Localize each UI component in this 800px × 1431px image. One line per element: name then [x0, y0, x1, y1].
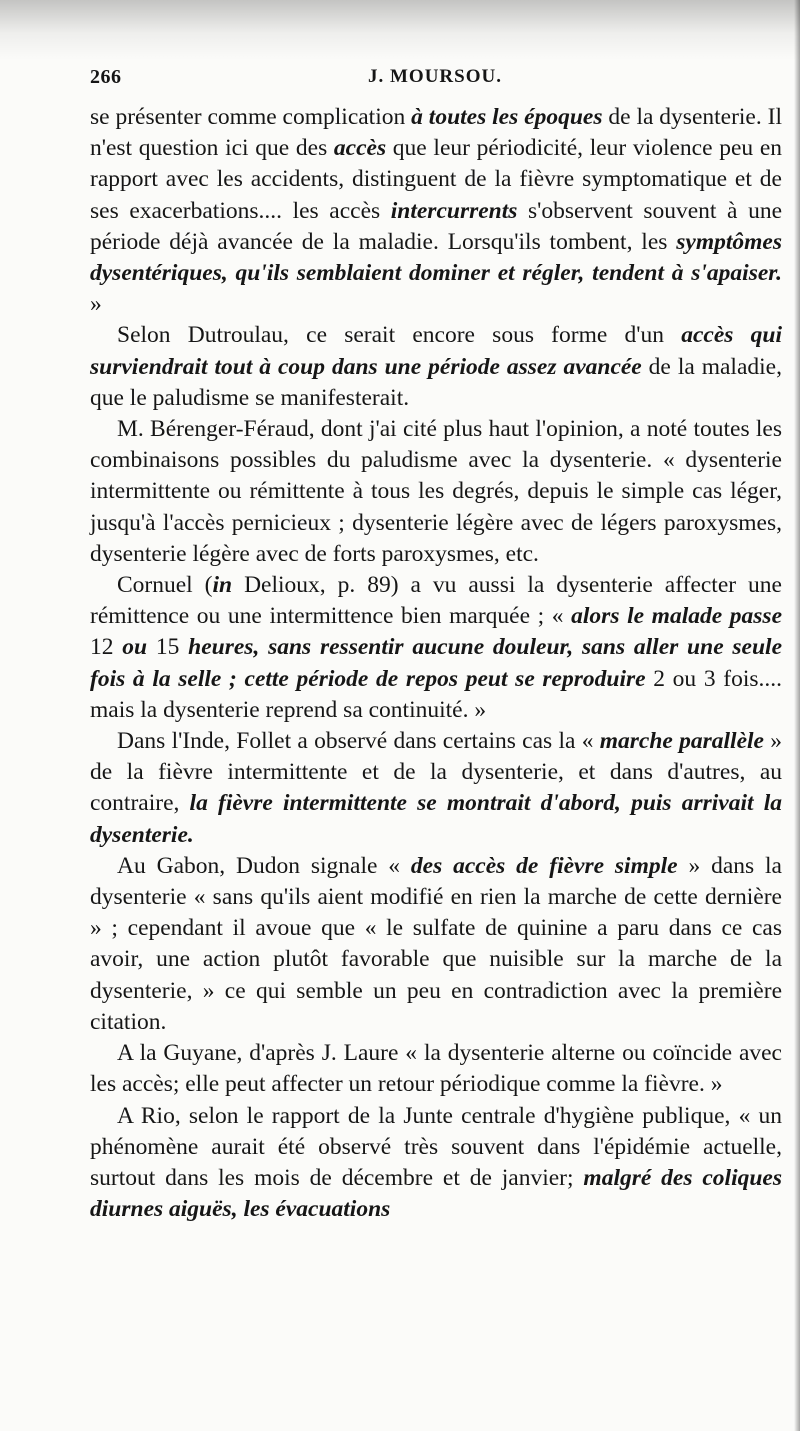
text-run: 2 ou 3 fois.... mais la dysenterie reprend sa continuité. »: [90, 665, 782, 723]
emphasized-text: alors le malade passe: [571, 603, 782, 630]
emphasized-text: heures, sans ressentir aucune douleur, sans aller une seule fois à la selle ; cette période de repos peut se reproduire: [90, 634, 782, 692]
paragraph: [90, 851, 782, 1038]
text-run: Cornuel (: [117, 572, 213, 599]
emphasized-text: symptômes dysentériques, qu'ils semblaient dominer et régler, tendent à s'apaiser.: [90, 228, 782, 287]
text-run: de la dysenterie. Il n'est question ici que des: [90, 104, 782, 162]
text-run: » de la fièvre intermittente et de la dysenterie, et dans d'autres, au contraire,: [90, 728, 783, 817]
text-run: se présenter comme complication: [90, 104, 412, 130]
paragraph: [90, 414, 782, 570]
text-run: 15: [155, 634, 180, 661]
body-text: [90, 102, 782, 1225]
text-run: Delioux, p. 89) a vu aussi la dysenterie affecter une rémittence ou une intermittence bien marquée ; «: [90, 572, 782, 630]
text-run: s'observent souvent à une période déjà avancée de la maladie. Lorsqu'ils tombent, les: [90, 197, 782, 255]
emphasized-text: accès qui surviendrait tout à coup dans une période assez avancée: [90, 322, 782, 380]
text-run: que leur périodicité, leur violence peu en rapport avec les accidents, distinguent de la fièvre symptomatique et de ses exacerbations.... les accès: [90, 135, 783, 224]
emphasized-text: malgré des coliques diurnes aiguës, les évacuations: [90, 1164, 783, 1223]
text-run: A la Guyane, d'après J. Laure « la dysenterie alterne ou coïncide avec les accès; elle peut affecter un retour périodique comme la fièvre. »: [90, 1040, 782, 1098]
text-run: Dans l'Inde, Follet a observé dans certains cas la «: [117, 728, 600, 755]
running-head: J. MOURSOU.: [368, 66, 502, 87]
text-run: » dans la dysenterie « sans qu'ils aient modifié en rien la marche de cette dernière » ; cependant il avoue que « le sulfate de quinine a paru dans ce cas avoir, une action plutôt favorable que nuisible sur la marche de la dysenterie, » ce qui semble un peu en contradiction avec la première citation.: [90, 852, 782, 1035]
emphasized-text: la fièvre intermittente se montrait d'abord, puis arrivait la dysenterie.: [90, 790, 782, 848]
text-run: Au Gabon, Dudon signale «: [117, 852, 411, 879]
paragraph: [90, 102, 782, 320]
text-run: M. Bérenger-Féraud, dont j'ai cité plus haut l'opinion, a noté toutes les combinaisons possibles du paludisme avec la dysenterie. « dysenterie intermittente ou rémittente à tous les degrés, depuis le simple cas léger, jusqu'à l'accès pernicieux ; dysenterie légère avec de légers paroxysmes, dysenterie légère avec de forts paroxysmes, etc.: [90, 416, 782, 567]
paragraph: [90, 570, 782, 726]
emphasized-text: in: [212, 572, 233, 599]
paragraph: [90, 1038, 782, 1100]
emphasized-text: marche parallèle: [599, 728, 764, 755]
text-run: Selon Dutroulau, ce serait encore sous forme d'un: [117, 322, 682, 349]
paragraph: [90, 320, 782, 414]
emphasized-text: à toutes les époques: [411, 104, 603, 130]
text-run: »: [90, 291, 102, 318]
emphasized-text: accès: [333, 135, 387, 162]
text-run: A Rio, selon le rapport de la Junte centrale d'hygiène publique, « un phénomène aurait été observé très souvent dans l'épidémie actuelle, surtout dans les mois de décembre et de janvier;: [90, 1102, 782, 1191]
paragraph: [90, 1101, 782, 1226]
emphasized-text: ou: [113, 634, 156, 661]
emphasized-text: intercurrents: [390, 197, 518, 224]
page-number: 266: [90, 66, 122, 88]
paragraph: [90, 726, 782, 851]
text-run: de la maladie, que le paludisme se manifesterait.: [90, 353, 782, 411]
text-run: 12: [90, 634, 114, 661]
emphasized-text: des accès de fièvre simple: [410, 852, 678, 879]
page-header: [90, 66, 780, 96]
